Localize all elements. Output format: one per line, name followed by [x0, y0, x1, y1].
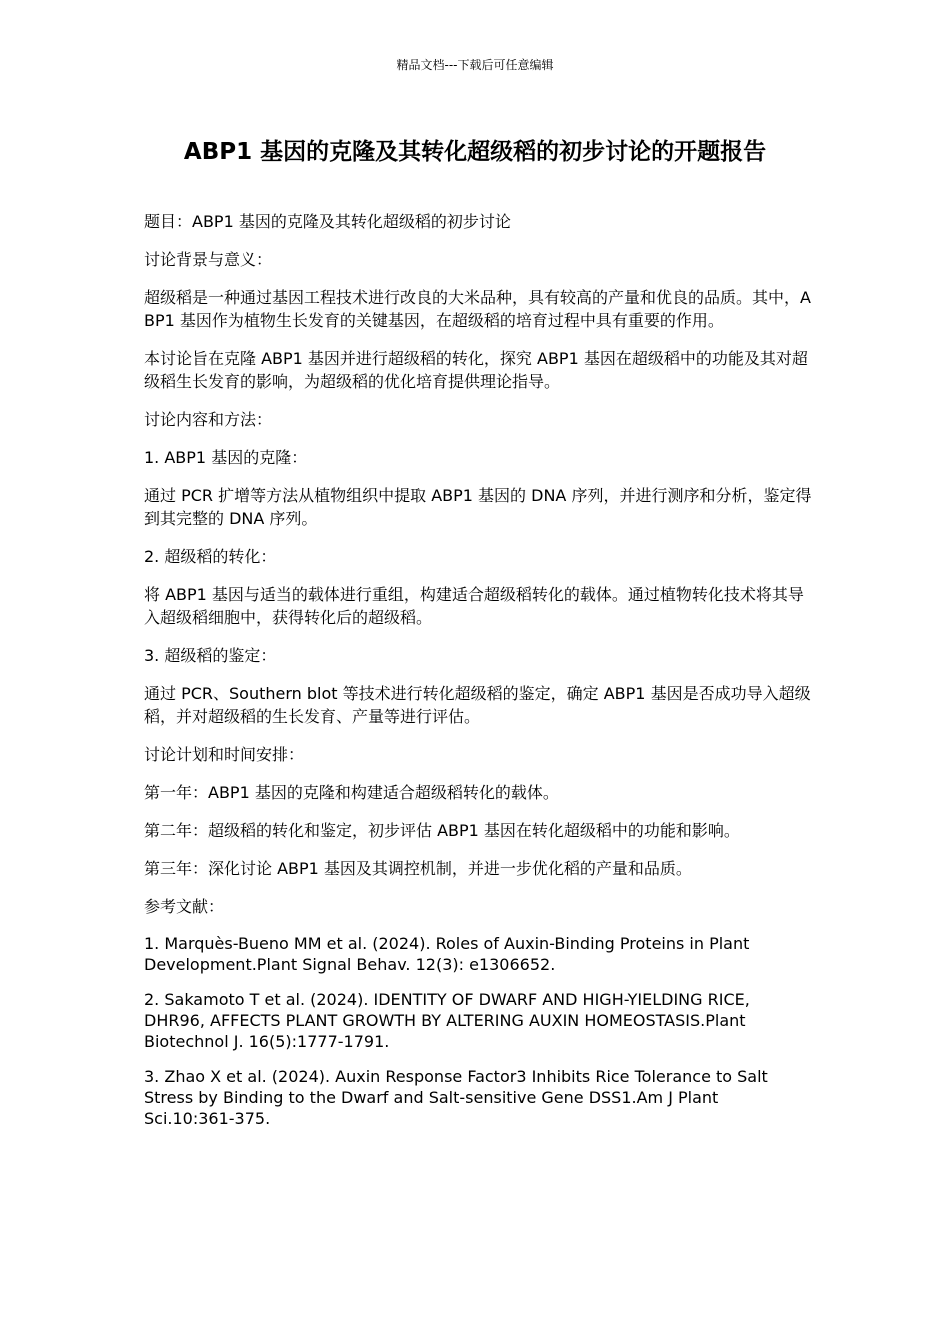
reference-item: 1. Marquès-Bueno MM et al. (2024). Roles of Auxin-Binding Proteins in Plant Development.Plant Signal Behav. 12(3): e1306652. [144, 934, 750, 974]
schedule-year-3: 第三年：深化讨论 ABP1 基因及其调控机制，并进一步优化稻的产量和品质。 [144, 859, 692, 878]
method-3-body: 通过 PCR、Southern blot 等技术进行转化超级稻的鉴定，确定 ABP1 基因是否成功导入超级稻，并对超级稻的生长发育、产量等进行评估。 [144, 684, 811, 726]
method-1-title: 1. ABP1 基因的克隆： [144, 448, 308, 467]
schedule-year-1: 第一年：ABP1 基因的克隆和构建适合超级稻转化的载体。 [144, 783, 559, 802]
schedule-heading: 讨论计划和时间安排： [144, 745, 305, 764]
reference-item: 2. Sakamoto T et al. (2024). IDENTITY OF DWARF AND HIGH-YIELDING RICE, DHR96, AFFECTS PLANT GROWTH BY ALTERING AUXIN HOMEOSTASIS.Plant Biotechnol J. 16(5):1777-1791. [144, 990, 750, 1051]
schedule-year-2: 第二年：超级稻的转化和鉴定，初步评估 ABP1 基因在转化超级稻中的功能和影响。 [144, 821, 740, 840]
methods-heading: 讨论内容和方法： [144, 410, 273, 429]
topic-line: 题目：ABP1 基因的克隆及其转化超级稻的初步讨论 [144, 212, 511, 231]
document-body [144, 210, 812, 1143]
document-title: ABP1 基因的克隆及其转化超级稻的初步讨论的开题报告 [183, 139, 767, 165]
method-1-body: 通过 PCR 扩增等方法从植物组织中提取 ABP1 基因的 DNA 序列，并进行测序和分析，鉴定得到其完整的 DNA 序列。 [144, 486, 812, 528]
background-paragraph: 超级稻是一种通过基因工程技术进行改良的大米品种，具有较高的产量和优良的品质。其中，ABP1 基因作为植物生长发育的关键基因，在超级稻的培育过程中具有重要的作用。 [144, 288, 811, 330]
method-2-body: 将 ABP1 基因与适当的载体进行重组，构建适合超级稻转化的载体。通过植物转化技术将其导入超级稻细胞中，获得转化后的超级稻。 [144, 585, 804, 627]
method-3-title: 3. 超级稻的鉴定： [144, 646, 277, 665]
references-heading: 参考文献： [144, 897, 225, 916]
purpose-paragraph: 本讨论旨在克隆 ABP1 基因并进行超级稻的转化，探究 ABP1 基因在超级稻中的功能及其对超级稻生长发育的影响，为超级稻的优化培育提供理论指导。 [144, 349, 808, 391]
background-heading: 讨论背景与意义： [144, 250, 273, 269]
method-2-title: 2. 超级稻的转化： [144, 547, 277, 566]
reference-item: 3. Zhao X et al. (2024). Auxin Response Factor3 Inhibits Rice Tolerance to Salt Stress by Binding to the Dwarf and Salt-sensitive Gene DSS1.Am J Plant Sci.10:361-375. [144, 1067, 768, 1128]
header-note: 精品文档---下载后可任意编辑 [396, 58, 554, 72]
